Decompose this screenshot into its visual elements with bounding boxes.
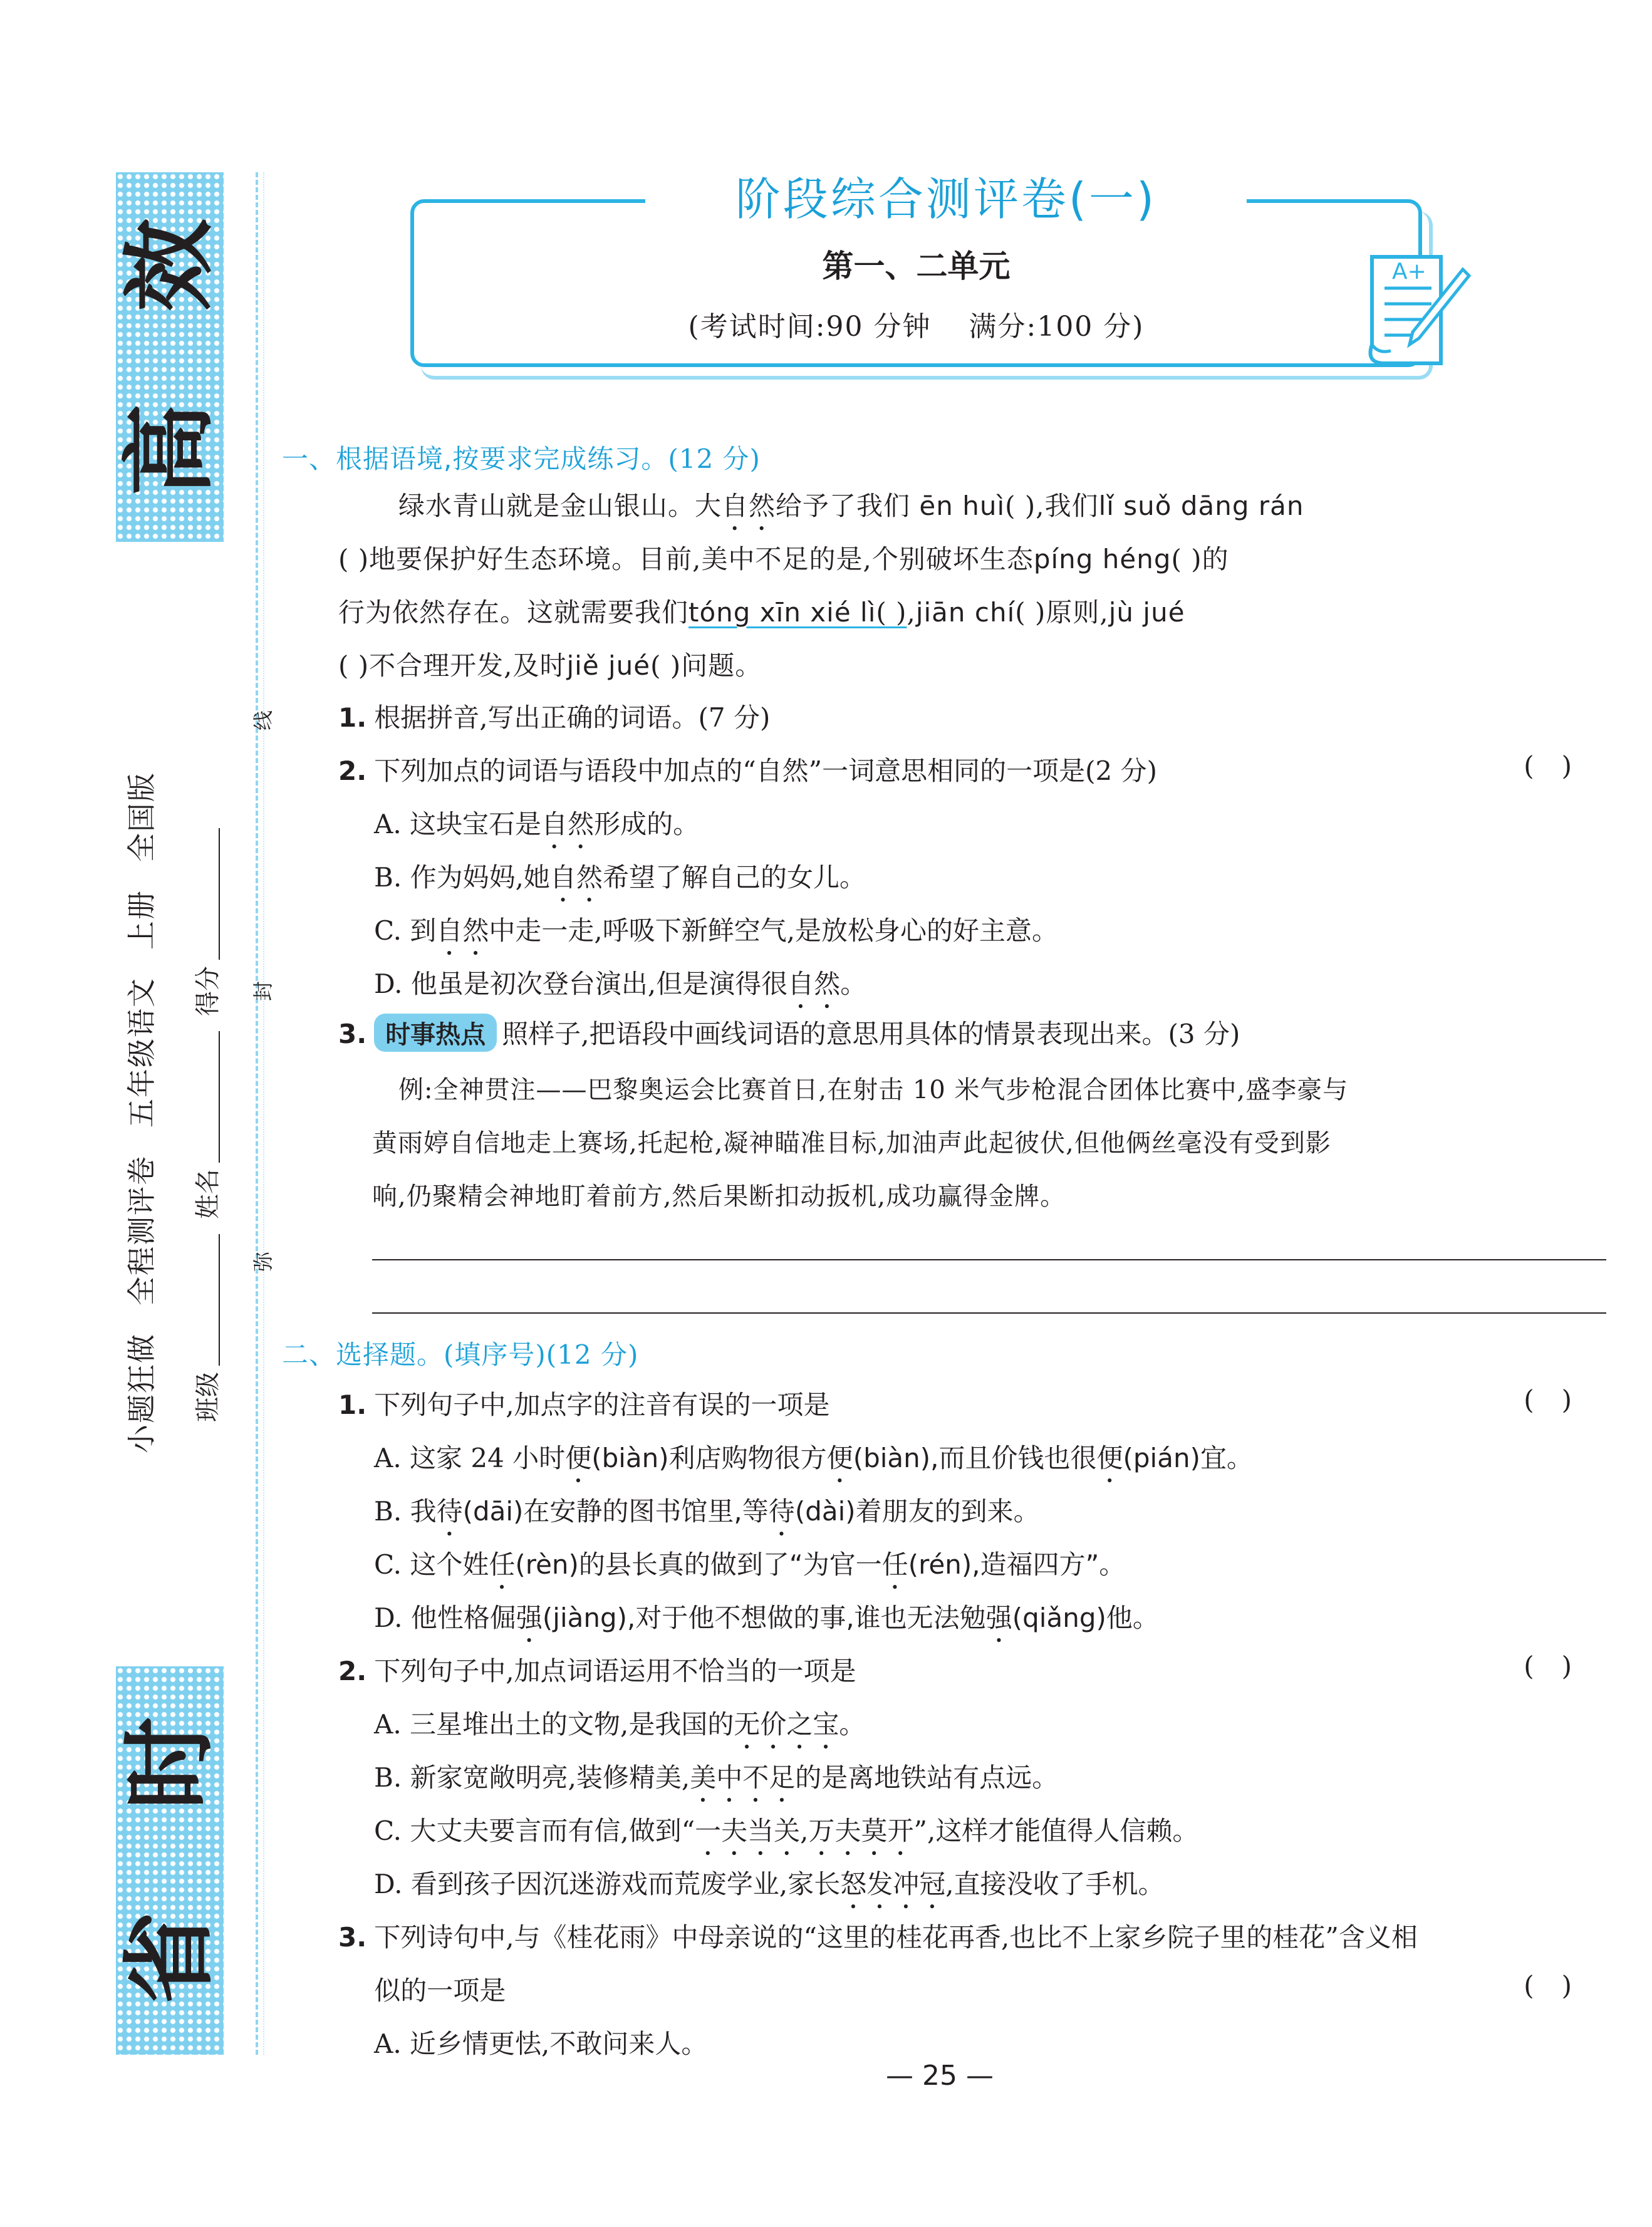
passage-line-3: 行为依然存在。这就需要我们tóng xīn xié lì( ),jiān chí( )原则,jù jué [338,597,1185,628]
option-b[interactable]: B. 新家宽敞明亮,装修精美,美中不足的是离地铁站有点远。 [374,1762,1059,1793]
s2-question-3: 3. 下列诗句中,与《桂花雨》中母亲说的“这里的桂花再香,也比不上家乡院子里的桂花”含义相 [338,1922,1418,1953]
margin-pattern-bottom [116,1666,224,2055]
seal-words: 弥 封 线 [251,710,275,1272]
answer-paren[interactable]: () [1524,1651,1599,1681]
option-c[interactable]: C. 到自然中走一走,呼吸下新鲜空气,是放松身心的好主意。 [374,915,1059,946]
option-c[interactable]: C. 这个姓任(rèn)的县长真的做到了“为官一任(rén),造福四方”。 [374,1549,1126,1580]
s1-question-2: 2. 下列加点的词语与语段中加点的“自然”一词意思相同的一项是(2 分) [338,755,1157,786]
grade-text: A+ [1392,259,1426,284]
margin-char: 高 [116,403,224,496]
section-2-title: 二、选择题。(填序号)(12 分) [282,1339,639,1370]
exam-info: (考试时间:90 分钟 满分:100 分) [688,311,1145,343]
margin-pattern-top [116,172,224,542]
s2-question-2: 2. 下列句子中,加点词语运用不恰当的一项是 [338,1656,856,1686]
page-number: — 25 — [886,2060,994,2092]
s1-question-3: 3. 时事热点 照样子,把语段中画线词语的意思用具体的情景表现出来。(3 分) [338,1014,1240,1052]
option-a[interactable]: A. 这块宝石是自然形成的。 [374,809,700,839]
margin-char: 省 [116,1911,224,2004]
s2-question-3-cont: 似的一项是 [374,1975,506,2006]
book-series: 小题狂做全程测评卷五年级语文上册全国版 [125,772,158,1453]
passage-line-1: 绿水青山就是金山银山。大自然给予了我们 ēn huì( ),我们lǐ suǒ dāng rán [398,491,1304,521]
passage-line-4: ( )不合理开发,及时jiě jué( )问题。 [338,650,762,681]
page-title: 阶段综合测评卷(一) [645,169,1247,229]
example-line-3: 响,仍聚精会神地盯着前方,然后果断扣动扳机,成功赢得金牌。 [372,1182,1066,1211]
s1-question-1: 1. 根据拼音,写出正确的词语。(7 分) [338,702,771,733]
option-a[interactable]: A. 三星堆出土的文物,是我国的无价之宝。 [374,1709,866,1740]
option-a[interactable]: A. 近乡情更怯,不敢问来人。 [374,2028,708,2059]
class-field[interactable]: 班级 [188,1219,224,1422]
option-d[interactable]: D. 他性格倔强(jiàng),对于他不想做的事,谁也无法勉强(qiǎng)他。 [374,1602,1159,1633]
option-b[interactable]: B. 作为妈妈,她自然希望了解自己的女儿。 [374,862,866,893]
unit-subtitle: 第一、二单元 [822,247,1010,284]
answer-paren[interactable]: () [1524,1384,1599,1415]
option-c[interactable]: C. 大丈夫要言而有信,做到“一夫当关,万夫莫开”,这样才能值得人信赖。 [374,1815,1199,1846]
student-info [188,813,224,1422]
answer-line[interactable] [372,1312,1606,1314]
answer-line[interactable] [372,1259,1606,1260]
passage-line-2: ( )地要保护好生态环境。目前,美中不足的是,个别破坏生态píng héng( )的 [338,544,1229,574]
s2-question-1: 1. 下列句子中,加点字的注音有误的一项是 [338,1389,830,1420]
paper-pencil-icon [1353,244,1472,370]
current-events-badge: 时事热点 [374,1014,497,1052]
option-d[interactable]: D. 他虽是初次登台演出,但是演得很自然。 [374,968,867,999]
answer-paren[interactable]: () [1524,750,1599,781]
name-field[interactable]: 姓名 [188,1016,224,1219]
answer-paren[interactable]: () [1524,1970,1599,2001]
example-line-2: 黄雨婷自信地走上赛场,托起枪,凝神瞄准目标,加油声此起彼伏,但他俩丝毫没有受到影 [372,1129,1331,1158]
example-line-1: 例:全神贯注——巴黎奥运会比赛首日,在射击 10 米气步枪混合团体比赛中,盛李豪与 [398,1076,1349,1104]
option-a[interactable]: A. 这家 24 小时便(biàn)利店购物很方便(biàn),而且价钱也很便(pián)宜。 [374,1443,1253,1473]
option-d[interactable]: D. 看到孩子因沉迷游戏而荒废学业,家长怒发冲冠,直接没收了手机。 [374,1869,1165,1899]
margin-char: 效 [116,218,224,311]
section-1-title: 一、根据语境,按要求完成练习。(12 分) [282,444,761,474]
margin-char: 时 [116,1717,224,1810]
score-field[interactable]: 得分 [188,813,224,1016]
option-b[interactable]: B. 我待(dāi)在安静的图书馆里,等待(dài)着朋友的到来。 [374,1496,1040,1527]
